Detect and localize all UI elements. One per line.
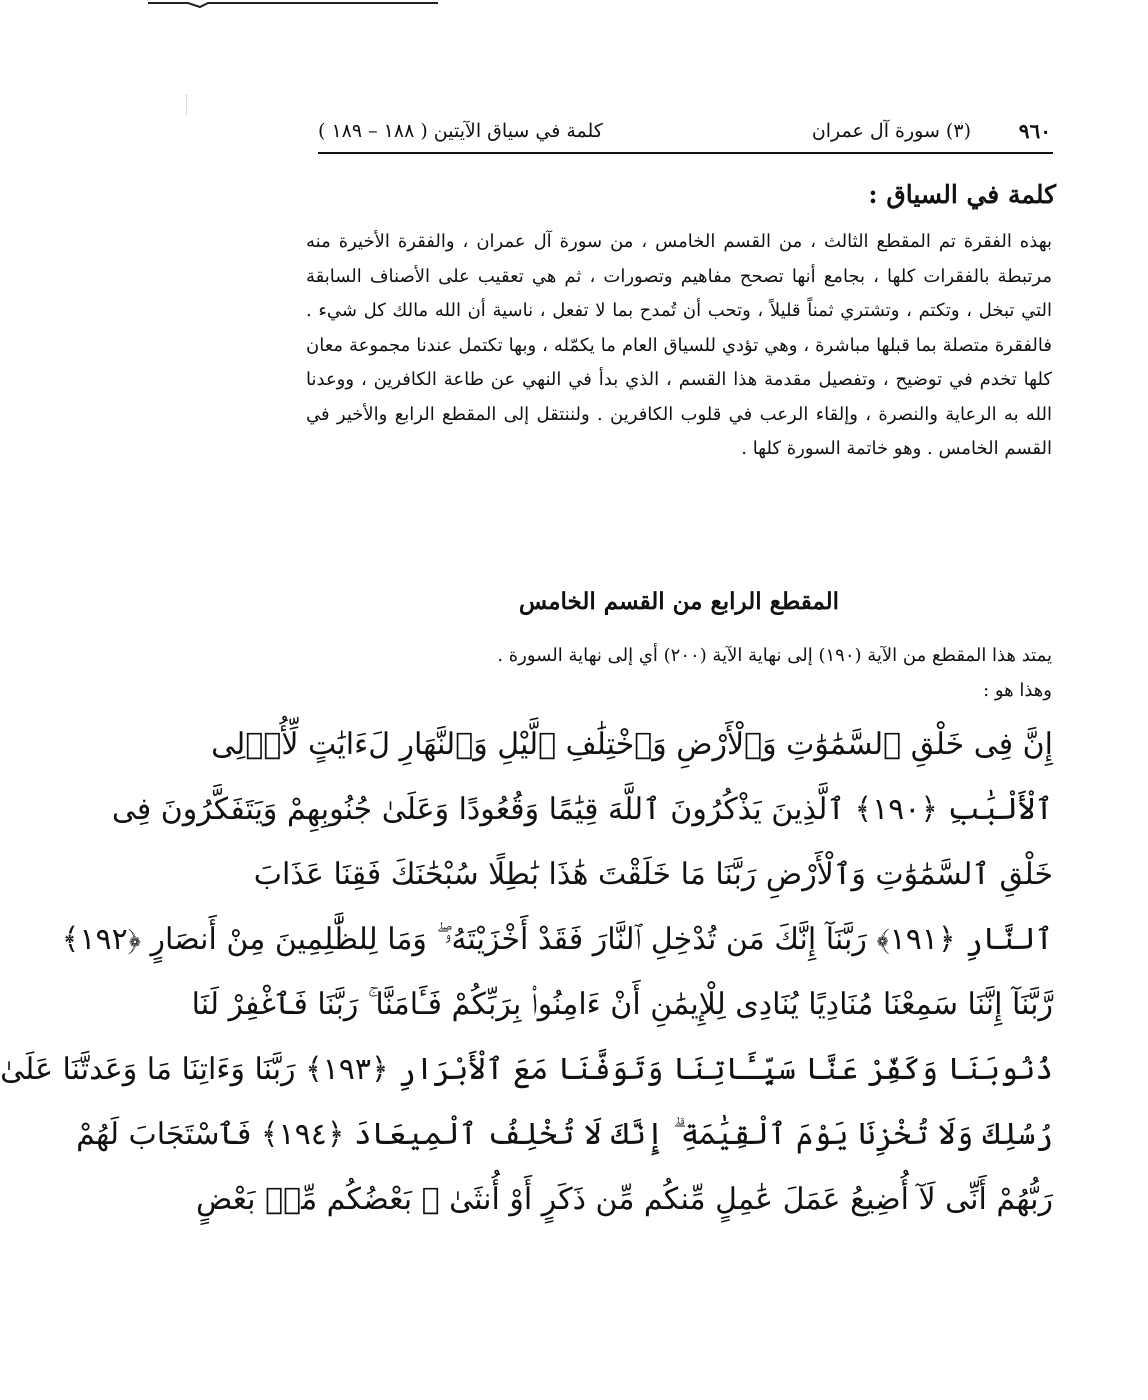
scan-margin-dots xyxy=(186,95,191,115)
section-heading: كلمة في السياق : xyxy=(868,180,1056,209)
intro-line: وهذا هو : xyxy=(983,680,1052,701)
verse-line: ٱلنَّارِ ﴿١٩١﴾ رَبَّنَآ إِنَّكَ مَن تُدْخِلِ ٱلنَّارَ فَقَدْ أَخْزَيْتَهُۥ ۖ وَمَا لِلظَّٰلِمِينَ مِنْ أَنصَارٍ ﴿١٩٢﴾ xyxy=(61,922,1053,957)
page-header xyxy=(318,112,1053,154)
page-number: ٩٦٠ xyxy=(1018,119,1051,143)
verse-line: رَّبَّنَآ إِنَّنَا سَمِعْنَا مُنَادِيًا يُنَادِى لِلْإِيمَٰنِ أَنْ ءَامِنُوا۟ بِرَبِّكُمْ فَـَٔامَنَّا ۚ رَبَّنَا فَٱغْفِرْ لَنَا xyxy=(191,987,1053,1022)
quran-verses-block xyxy=(0,712,1053,1232)
verse-line: ذُنُوبَنَا وَكَفِّرْ عَنَّا سَيِّـَٔاتِنَا وَتَوَفَّنَا مَعَ ٱلْأَبْرَارِ ﴿١٩٣﴾ رَبَّنَا وَءَاتِنَا مَا وَعَدتَّنَا عَلَىٰ xyxy=(0,1052,1053,1087)
verse-line: رَبُّهُمْ أَنِّى لَآ أُضِيعُ عَمَلَ عَٰمِلٍ مِّنكُم مِّن ذَكَرٍ أَوْ أُنثَىٰ ۖ بَعْضُكُم مِّنۢ بَعْضٍ xyxy=(195,1182,1053,1217)
intro-line: يمتد هذا المقطع من الآية (١٩٠) إلى نهاية الآية (٢٠٠) أي إلى نهاية السورة . xyxy=(497,645,1052,666)
verse-line: رُسُلِكَ وَلَا تُخْزِنَا يَوْمَ ٱلْقِيَٰمَةِ ۗ إِنَّكَ لَا تُخْلِفُ ٱلْمِيعَادَ ﴿١٩٤﴾ فَٱسْتَجَابَ لَهُمْ xyxy=(76,1117,1053,1152)
verse-line: خَلْقِ ٱلسَّمَٰوَٰتِ وَٱلْأَرْضِ رَبَّنَا مَا خَلَقْتَ هَٰذَا بَٰطِلًا سُبْحَٰنَكَ فَقِنَا عَذَابَ xyxy=(253,857,1053,892)
verse-line: إِنَّ فِى خَلْقِ ٱلسَّمَٰوَٰتِ وَٱلْأَرْضِ وَٱخْتِلَٰفِ ٱلَّيْلِ وَٱلنَّهَارِ لَءَايَٰتٍ لِّأُو۟لِى xyxy=(211,727,1053,762)
sub-heading: المقطع الرابع من القسم الخامس xyxy=(518,588,840,615)
scan-edge-mark xyxy=(148,0,438,10)
commentary-paragraph: بهذه الفقرة تم المقطع الثالث ، من القسم الخامس ، من سورة آل عمران ، والفقرة الأخيرة منه مرتبطة بالفقرات كلها ، بجامع أنها تصحح مفاهيم وتصورات ، ثم هي تعقيب على الأصناف السابقة التي تبخل ، وتكتم ، وتشتري ثمناً قليلاً ، وتحب أن تُمدح بما لا تفعل ، ناسية أن الله مالك كل شيء . فالفقرة متصلة بما قبلها مباشرة ، وهي تؤدي للسياق العام ما يكمّله ، وبها تكتمل عندنا مجموعة معان كلها تخدم في توضيح ، وتفصيل مقدمة هذا القسم ، الذي بدأ في النهي عن طاعة الكافرين ، ووعدنا الله به الرعاية والنصرة ، وإلقاء الرعب في قلوب الكافرين . ولننتقل إلى المقطع الرابع والأخير في القسم الخامس . وهو خاتمة السورة كلها . xyxy=(306,231,1052,459)
section-reference: كلمة في سياق الآيتين ( ١٨٨ – ١٨٩ ) xyxy=(318,120,603,142)
surah-name: (٣) سورة آل عمران xyxy=(811,120,971,142)
verse-line: ٱلْأَلْبَٰبِ ﴿١٩٠﴾ ٱلَّذِينَ يَذْكُرُونَ ٱللَّهَ قِيَٰمًا وَقُعُودًا وَعَلَىٰ جُنُوبِهِمْ وَيَتَفَكَّرُونَ فِى xyxy=(111,792,1053,827)
